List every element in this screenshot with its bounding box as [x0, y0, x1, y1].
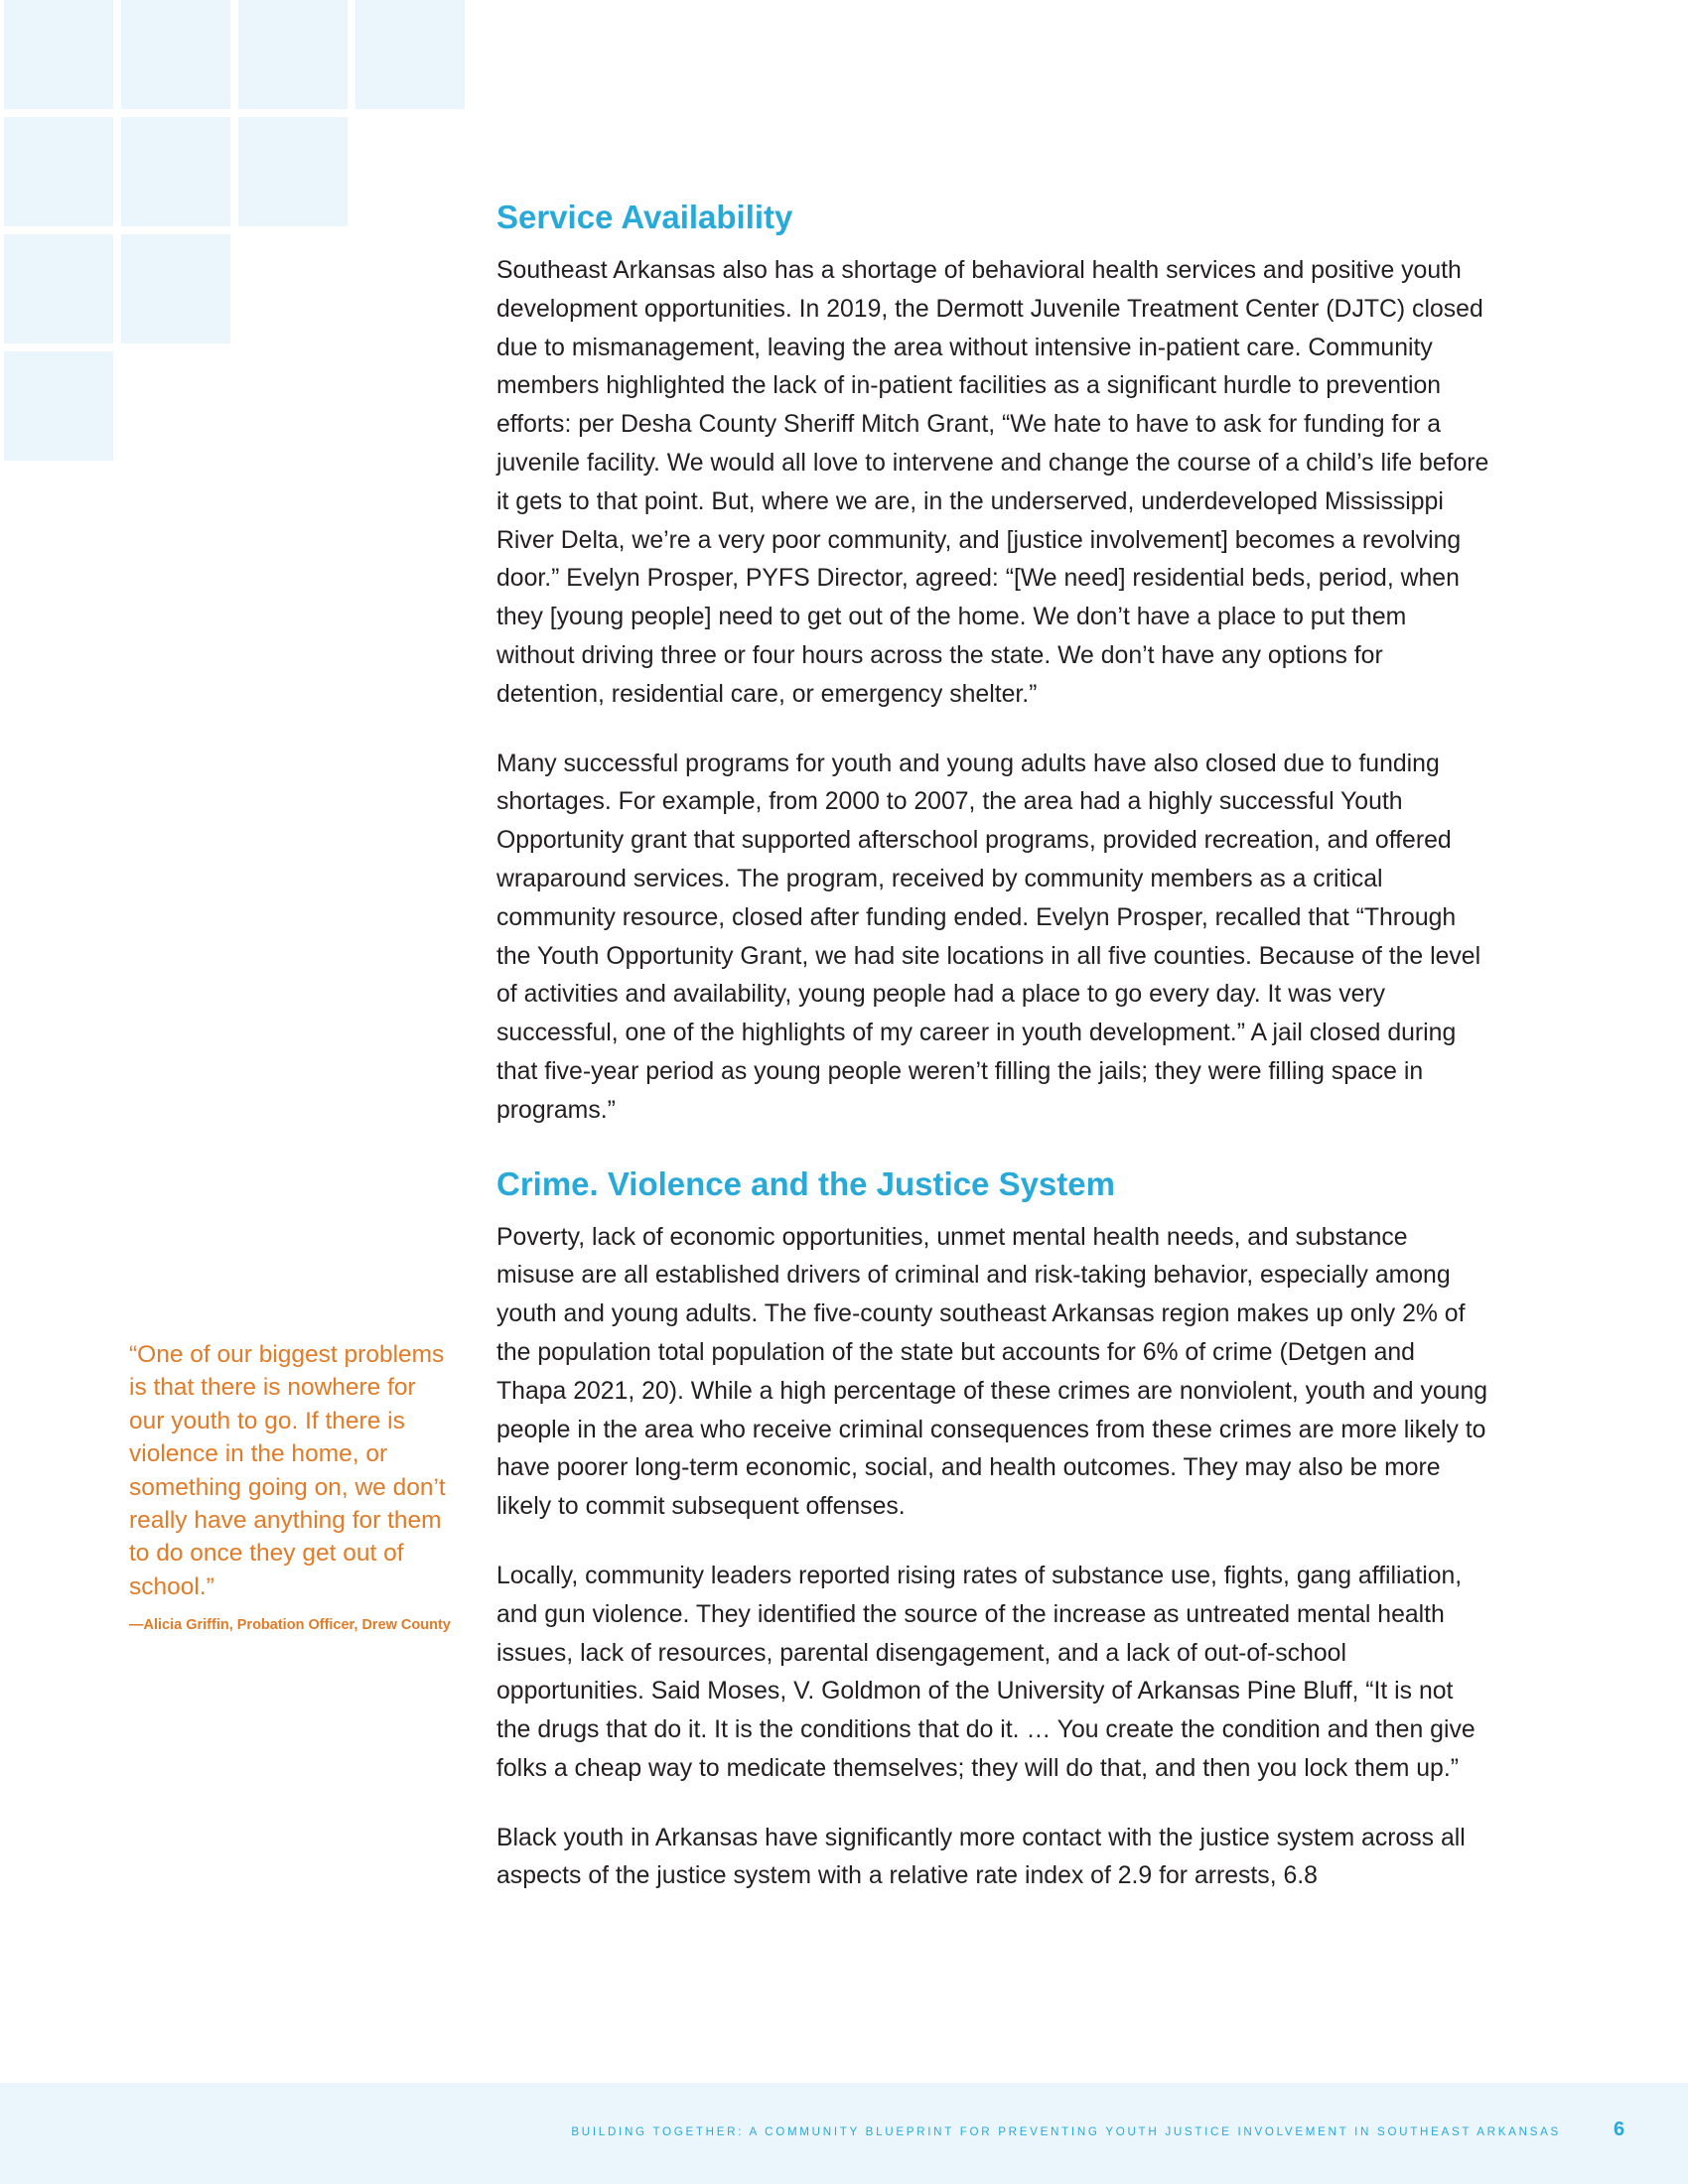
- paragraph: Many successful programs for youth and young adults have also closed due to funding shortages. For example, from 2000 to 2007, the area had a highly successful Youth Opportunity grant that supported afterschool programs, provided recreation, and offered wraparound services. The program, received by community members as a critical community resource, closed after funding ended. Evelyn Prosper, recalled that “Through the Youth Opportunity Grant, we had site locations in all five counties. Because of the level of activities and availability, young people had a place to go every day. It was very successful, one of the highlights of my career in youth development.” A jail closed during that five-year period as young people weren’t filling the jails; they were filling space in programs.”: [496, 750, 1481, 1124]
- decorative-tile: [4, 0, 113, 109]
- section-heading-crime-violence: Crime. Violence and the Justice System: [496, 1164, 1115, 1202]
- decorative-tile-pattern: [0, 0, 477, 467]
- pull-quote: [129, 1338, 457, 1635]
- decorative-tile: [121, 0, 230, 109]
- decorative-tile: [355, 0, 465, 109]
- decorative-tile: [4, 234, 113, 343]
- paragraph: Locally, community leaders reported rising rates of substance use, fights, gang affiliation, and gun violence. They identified the source of the increase as untreated mental health issues, lack of resources, parental disengagement, and a lack of out-of-school opportunities. Said Moses, V. Goldmon of the University of Arkansas Pine Bluff, “It is not the drugs that do it. It is the conditions that do it. … You create the condition and then give folks a cheap way to medicate themselves; they will do that, and then you lock them up.”: [496, 1562, 1476, 1782]
- decorative-tile: [238, 117, 348, 226]
- main-content: [496, 195, 1489, 1896]
- footer-title: BUILDING TOGETHER: A COMMUNITY BLUEPRINT FOR PREVENTING YOUTH JUSTICE INVOLVEMENT IN SOUTHEAST ARKANSAS: [571, 2125, 1561, 2138]
- decorative-tile: [4, 117, 113, 226]
- decorative-tile: [238, 0, 348, 109]
- section-heading-service-availability: Service Availability: [496, 199, 793, 235]
- paragraph: Black youth in Arkansas have significantly more contact with the justice system across all aspects of the justice system with a relative rate index of 2.9 for arrests, 6.8: [496, 1824, 1466, 1890]
- page-footer: [0, 2083, 1688, 2184]
- decorative-tile: [121, 234, 230, 343]
- pull-quote-text: “One of our biggest problems is that there is nowhere for our youth to go. If there is violence in the home, or something going on, we don’t really have anything for them to do once they get out of school.”: [129, 1341, 446, 1600]
- pull-quote-attribution: —Alicia Griffin, Probation Officer, Drew County: [129, 1617, 451, 1634]
- decorative-tile: [4, 351, 113, 461]
- decorative-tile: [121, 117, 230, 226]
- paragraph: Poverty, lack of economic opportunities, unmet mental health needs, and substance misuse are all established drivers of criminal and risk-taking behavior, especially among youth and young adults. The five-county southeast Arkansas region makes up only 2% of the population total population of the state but accounts for 6% of crime (Detgen and Thapa 2021, 20). While a high percentage of these crimes are nonviolent, youth and young people in the area who receive criminal consequences from these crimes are more likely to have poorer long-term economic, social, and health outcomes. They may also be more likely to commit subsequent offenses.: [496, 1223, 1488, 1521]
- paragraph: Southeast Arkansas also has a shortage of behavioral health services and positive youth development opportunities. In 2019, the Dermott Juvenile Treatment Center (DJTC) closed due to mismanagement, leaving the area without intensive in-patient care. Community members highlighted the lack of in-patient facilities as a significant hurdle to prevention efforts: per Desha County Sheriff Mitch Grant, “We hate to have to ask for funding for a juvenile facility. We would all love to intervene and change the course of a child’s life before it gets to that point. But, where we are, in the underserved, underdeveloped Mississippi River Delta, we’re a very poor community, and [justice involvement] becomes a revolving door.” Evelyn Prosper, PYFS Director, agreed: “[We need] residential beds, period, when they [young people] need to get out of the home. We don’t have a place to put them without driving three or four hours across the state. We don’t have any options for detention, residential care, or emergency shelter.”: [496, 257, 1489, 708]
- page-number: 6: [1614, 2118, 1625, 2140]
